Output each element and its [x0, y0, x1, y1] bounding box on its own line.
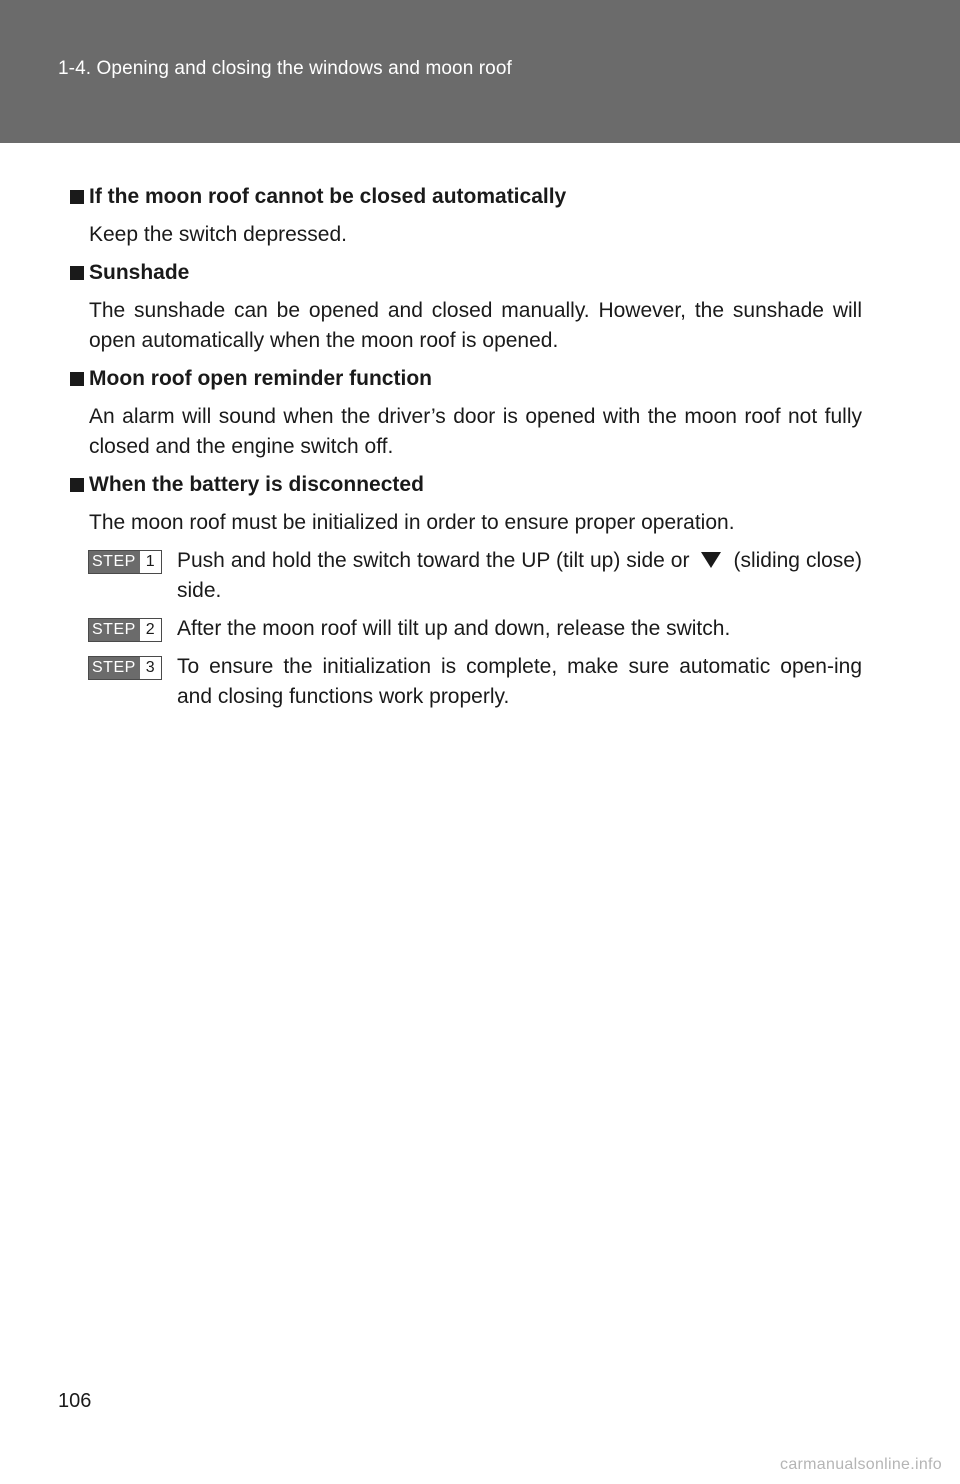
- section-heading: When the battery is disconnected: [70, 470, 862, 500]
- section-reminder: [70, 364, 862, 462]
- section-text: Keep the switch depressed.: [89, 223, 347, 246]
- square-bullet-icon: [70, 372, 84, 386]
- section-heading: Sunshade: [70, 258, 862, 288]
- square-bullet-icon: [70, 266, 84, 280]
- step-2: STEP 2 After the moon roof will tilt up and down, release the switch.: [70, 614, 862, 644]
- section-title: 1-4. Opening and closing the windows and moon roof: [58, 58, 512, 79]
- page-number: 106: [58, 1390, 92, 1412]
- section-text: An alarm will sound when the driver’s door is opened with the moon roof not fully closed and the engine switch off.: [89, 405, 862, 458]
- down-triangle-icon: [701, 552, 721, 568]
- section-heading: Moon roof open reminder function: [70, 364, 862, 394]
- section-heading: If the moon roof cannot be closed automatically: [70, 182, 862, 212]
- square-bullet-icon: [70, 478, 84, 492]
- section-text: The sunshade can be opened and closed manually. However, the sunshade will open automatically when the moon roof is opened.: [89, 299, 862, 352]
- step-badge: STEP 3: [88, 656, 162, 680]
- watermark: carmanualsonline.info: [780, 1456, 942, 1473]
- section-manual-close: [70, 182, 862, 250]
- section-text: The moon roof must be initialized in order to ensure proper operation.: [89, 511, 735, 534]
- section-sunshade: [70, 258, 862, 356]
- step-1: STEP 1 Push and hold the switch toward the UP (tilt up) side or (sliding close) side.: [70, 546, 862, 606]
- page-content: [70, 182, 862, 720]
- section-battery: [70, 470, 862, 538]
- step-badge: STEP 1: [88, 550, 162, 574]
- step-badge: STEP 2: [88, 618, 162, 642]
- page-header: [0, 0, 960, 143]
- square-bullet-icon: [70, 190, 84, 204]
- step-3: STEP 3 To ensure the initialization is complete, make sure automatic open-ing and closing functions work properly.: [70, 652, 862, 712]
